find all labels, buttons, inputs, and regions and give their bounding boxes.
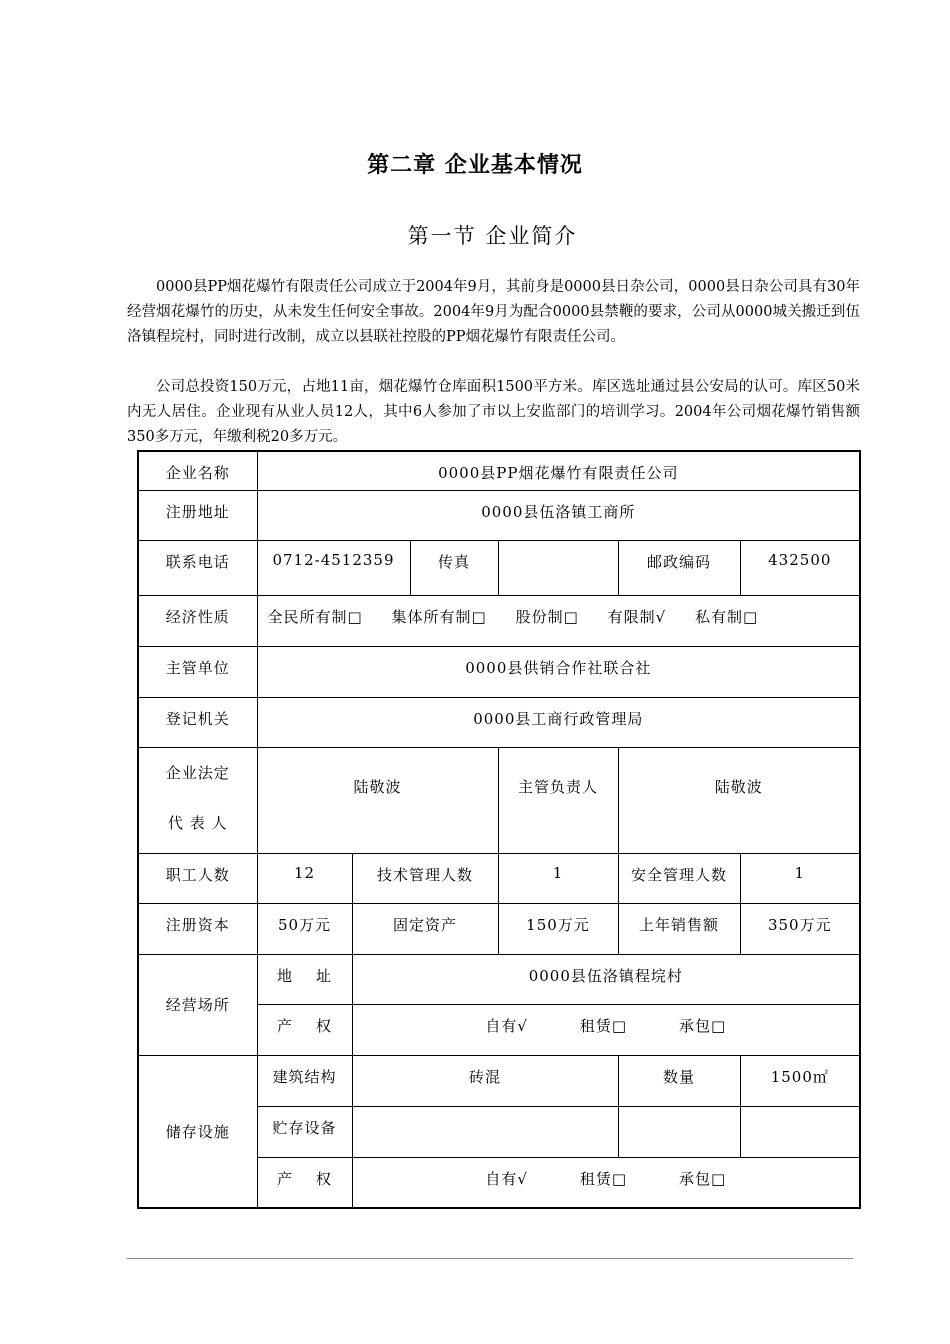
phone-label: 联系电话 xyxy=(138,540,257,595)
storage-property-label: 产 权 xyxy=(257,1157,352,1208)
property-option: 自有√ xyxy=(485,1016,528,1035)
legal-rep-value: 陆敬波 xyxy=(257,747,498,853)
fax-label: 传真 xyxy=(410,540,498,595)
storage-property-options xyxy=(352,1157,860,1208)
table-row xyxy=(138,1055,860,1106)
property-option: 租赁□ xyxy=(579,1016,628,1035)
tech-value: 1 xyxy=(498,853,618,903)
economic-option: 私有制□ xyxy=(695,607,759,626)
phone-value: 0712-4512359 xyxy=(257,540,410,595)
equipment-blank xyxy=(618,1106,740,1157)
legal-rep-label-line: 代 表 人 xyxy=(167,813,228,832)
table-row xyxy=(138,954,860,1004)
premises-property-label: 产 权 xyxy=(257,1004,352,1055)
safety-value: 1 xyxy=(740,853,860,903)
legal-rep-label-line: 企业法定 xyxy=(165,763,230,782)
economic-option: 全民所有制□ xyxy=(267,607,363,626)
fixed-assets-label: 固定资产 xyxy=(352,903,498,954)
manager-label: 主管负责人 xyxy=(498,747,618,853)
company-name-value: 0000县PP烟花爆竹有限责任公司 xyxy=(257,451,860,490)
table-row xyxy=(138,697,860,747)
table-row xyxy=(138,853,860,903)
postcode-label: 邮政编码 xyxy=(618,540,740,595)
table-row xyxy=(138,646,860,697)
equipment-label: 贮存设备 xyxy=(257,1106,352,1157)
supervisor-label: 主管单位 xyxy=(138,646,257,697)
supervisor-value: 0000县供销合作社联合社 xyxy=(257,646,860,697)
table-row xyxy=(138,747,860,853)
structure-label: 建筑结构 xyxy=(257,1055,352,1106)
premises-address-value: 0000县伍洛镇程垸村 xyxy=(352,954,860,1004)
structure-value: 砖混 xyxy=(352,1055,618,1106)
economic-option: 集体所有制□ xyxy=(391,607,487,626)
quantity-value: 1500㎡ xyxy=(740,1055,860,1106)
economic-option: 有限制√ xyxy=(607,607,667,626)
quantity-label: 数量 xyxy=(618,1055,740,1106)
fixed-assets-value: 150万元 xyxy=(498,903,618,954)
reg-address-label: 注册地址 xyxy=(138,490,257,540)
safety-label: 安全管理人数 xyxy=(618,853,740,903)
table-row xyxy=(138,595,860,646)
table-row xyxy=(138,903,860,954)
staff-label: 职工人数 xyxy=(138,853,257,903)
property-option: 租赁□ xyxy=(579,1169,628,1188)
premises-address-label: 地 址 xyxy=(257,954,352,1004)
economic-label: 经济性质 xyxy=(138,595,257,646)
legal-rep-label xyxy=(138,747,257,853)
economic-options xyxy=(257,595,860,646)
registrar-label: 登记机关 xyxy=(138,697,257,747)
capital-label: 注册资本 xyxy=(138,903,257,954)
storage-label: 储存设施 xyxy=(138,1055,257,1208)
chapter-title: 第二章 企业基本情况 xyxy=(367,153,583,178)
sales-label: 上年销售额 xyxy=(618,903,740,954)
premises-property-options xyxy=(352,1004,860,1055)
property-option: 承包□ xyxy=(678,1169,727,1188)
fax-value xyxy=(498,540,618,595)
postcode-value: 432500 xyxy=(740,540,860,595)
property-option: 自有√ xyxy=(485,1169,528,1188)
economic-option: 股份制□ xyxy=(515,607,579,626)
staff-value: 12 xyxy=(257,853,352,903)
company-name-label: 企业名称 xyxy=(138,451,257,490)
company-info-table xyxy=(137,450,861,1209)
intro-paragraph-1: 0000县PP烟花爆竹有限责任公司成立于2004年9月，其前身是0000县日杂公司，0000县日杂公司具有30年经营烟花爆竹的历史，从未发生任何安全事故。2004年9月为配合0000县禁鞭的要求，公司从0000城关搬迁到伍洛镇程垸村，同时进行改制，成立以县联社控股的PP烟花爆竹有限责任公司。 xyxy=(127,279,860,345)
intro-paragraph-2: 公司总投资150万元，占地11亩，烟花爆竹仓库面积1500平方米。库区选址通过县公安局的认可。库区50米内无人居住。企业现有从业人员12人，其中6人参加了市以上安监部门的培训学习。2004年公司烟花爆竹销售额350多万元，年缴利税20多万元。 xyxy=(127,379,860,445)
manager-value: 陆敬波 xyxy=(618,747,860,853)
footer-divider xyxy=(127,1258,853,1259)
premises-label: 经营场所 xyxy=(138,954,257,1055)
section-title: 第一节 企业简介 xyxy=(407,224,578,248)
sales-value: 350万元 xyxy=(740,903,860,954)
table-row xyxy=(138,451,860,490)
property-option: 承包□ xyxy=(678,1016,727,1035)
reg-address-value: 0000县伍洛镇工商所 xyxy=(257,490,860,540)
table-row xyxy=(138,540,860,595)
table-row xyxy=(138,490,860,540)
capital-value: 50万元 xyxy=(257,903,352,954)
equipment-blank xyxy=(740,1106,860,1157)
equipment-value xyxy=(352,1106,618,1157)
registrar-value: 0000县工商行政管理局 xyxy=(257,697,860,747)
tech-label: 技术管理人数 xyxy=(352,853,498,903)
